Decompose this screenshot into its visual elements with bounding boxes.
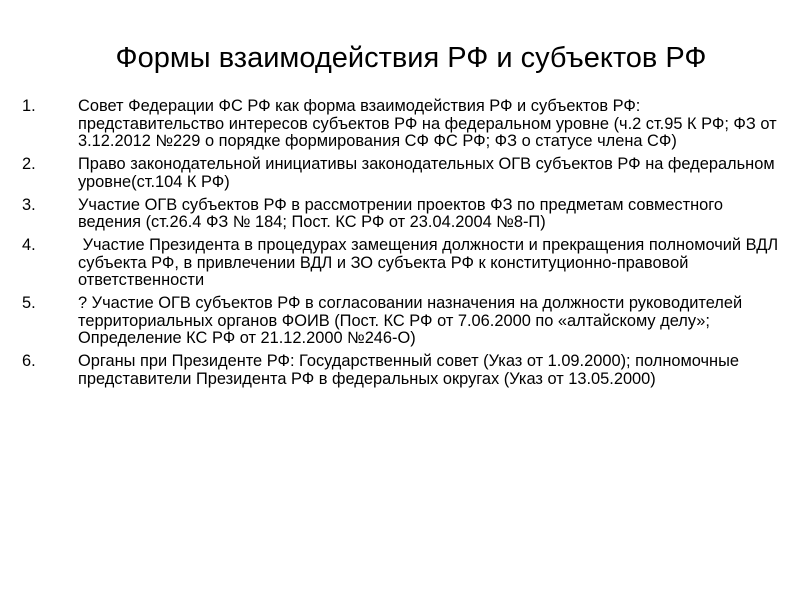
list-item-number: 6.	[22, 352, 36, 371]
list-item-text: Совет Федерации ФС РФ как форма взаимодействия РФ и субъектов РФ: представительство интересов субъектов РФ на федеральном уровне (ч.2 ст.95 К РФ; ФЗ от 3.12.2012 №229 о порядке формирования СФ ФС РФ; ФЗ о статусе члена СФ)	[78, 97, 782, 151]
list-item-text: Право законодательной инициативы законодательных ОГВ субъектов РФ на федеральном уровне(ст.104 К РФ)	[78, 155, 780, 191]
list-item-number: 1.	[22, 97, 36, 115]
list-item-number: 4.	[22, 235, 36, 254]
list-item-text: Органы при Президенте РФ: Государственный совет (Указ от 1.09.2000); полномочные представители Президента РФ в федеральных округах (Указ от 13.05.2000)	[78, 352, 744, 388]
list-item	[22, 353, 790, 388]
list-item	[22, 237, 790, 290]
list-item-number: 3.	[22, 195, 36, 214]
list-item-text: Участие Президента в процедурах замещения должности и прекращения полномочий ВДЛ субъекта РФ, в привлечении ВДЛ и ЗО субъекта РФ к конституционно-правовой ответственности	[78, 235, 783, 290]
slide-title: Формы взаимодействия РФ и субъектов РФ	[115, 42, 707, 74]
list-item	[22, 98, 790, 151]
list-item-number: 2.	[22, 155, 36, 174]
numbered-list	[22, 98, 790, 394]
list-item-text: ? Участие ОГВ субъектов РФ в согласовании назначения на должности руководителей территориальных органов ФОИВ (Пост. КС РФ от 7.06.2000 по «алтайскому делу»; Определение КС РФ от 21.12.2000 №246-О)	[78, 294, 747, 348]
list-item-number: 5.	[22, 294, 36, 313]
list-item	[22, 156, 790, 191]
list-item-text: Участие ОГВ субъектов РФ в рассмотрении проектов ФЗ по предметам совместного ведения (ст.26.4 ФЗ № 184; Пост. КС РФ от 23.04.2004 №8-П)	[78, 195, 728, 232]
list-item	[22, 197, 790, 232]
list-item	[22, 295, 790, 348]
